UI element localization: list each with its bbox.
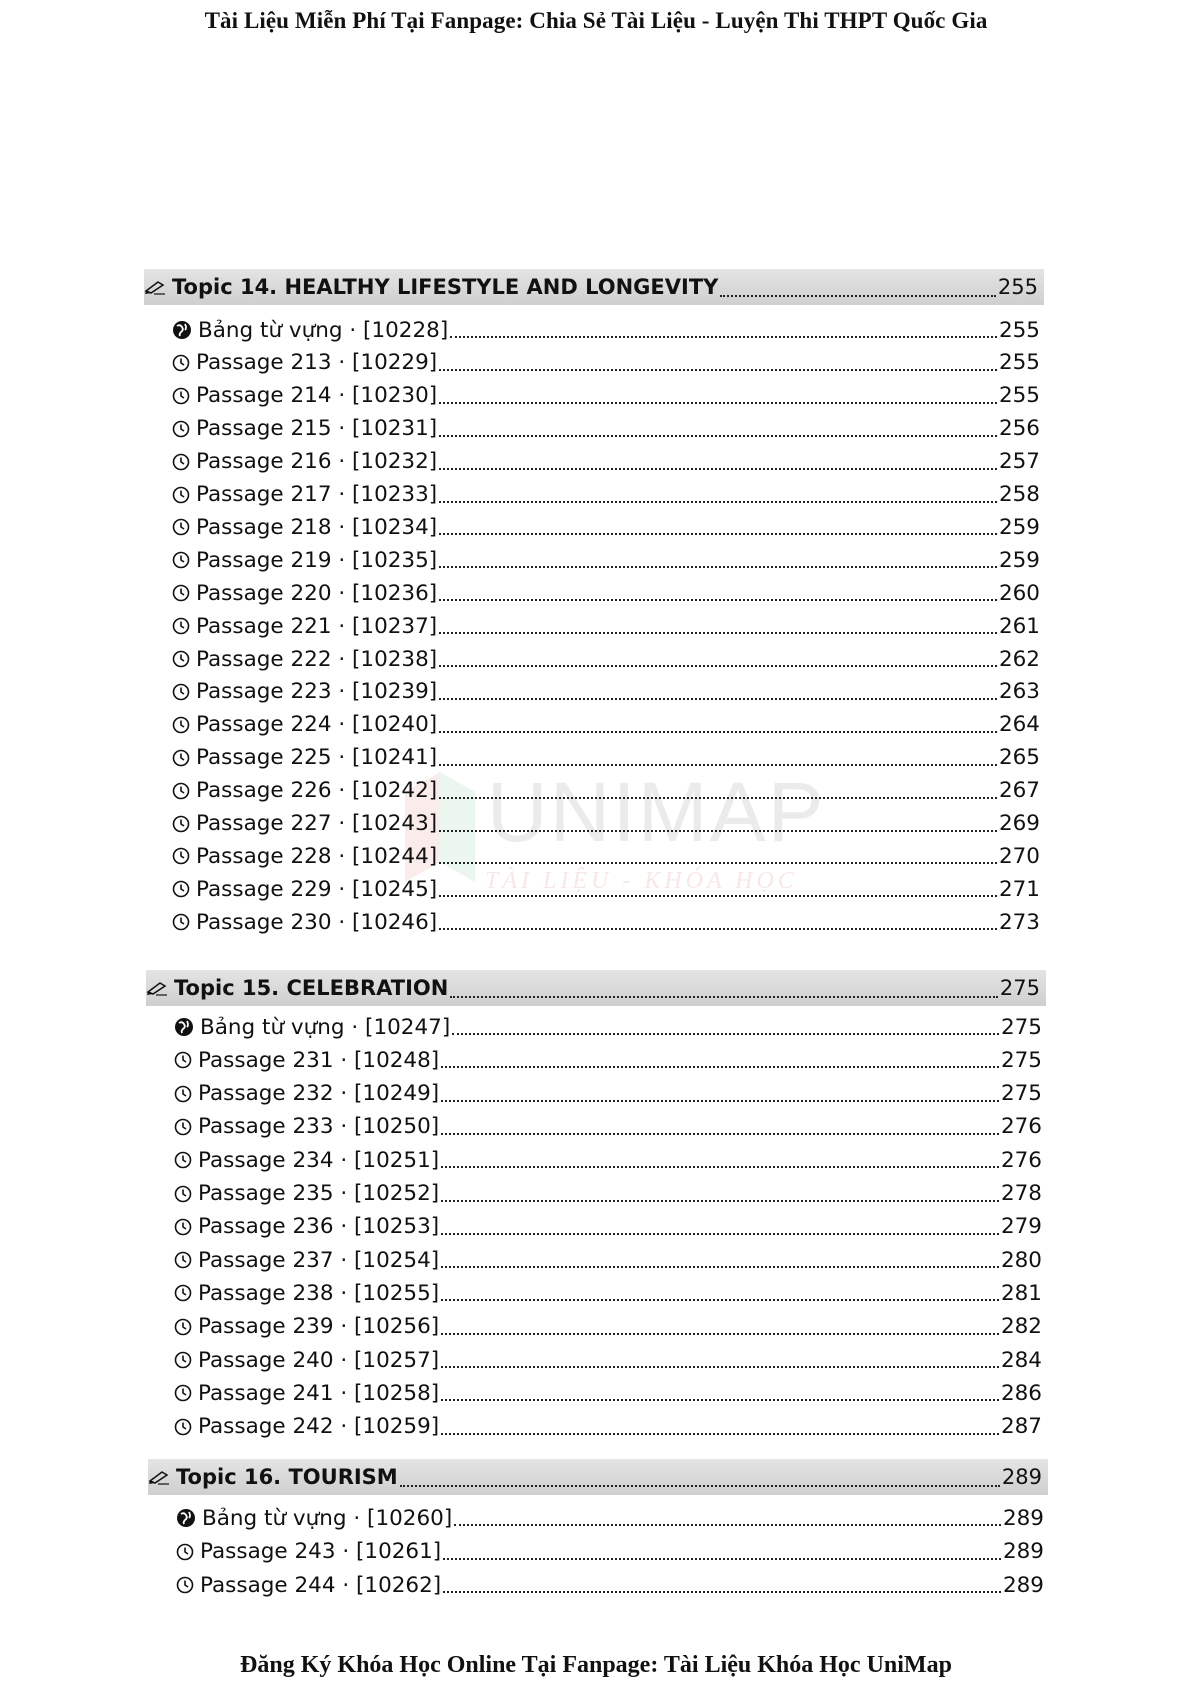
entry-label: Passage 241 · [10258] xyxy=(198,1380,440,1406)
dot-leader xyxy=(441,1200,999,1202)
entry-label: Passage 242 · [10259] xyxy=(198,1414,440,1440)
toc-entry[interactable] xyxy=(172,479,1040,511)
entry-label: Passage 229 · [10245] xyxy=(196,876,438,902)
dot-leader xyxy=(441,1333,999,1335)
page-number: 271 xyxy=(998,876,1040,902)
dot-leader xyxy=(441,1166,999,1168)
page-number: 262 xyxy=(998,646,1040,672)
toc-entry[interactable] xyxy=(174,1211,1042,1243)
entry-label: Passage 228 · [10244] xyxy=(196,843,438,869)
page-number: 273 xyxy=(998,909,1040,935)
clock-icon xyxy=(174,1318,192,1336)
entry-label: Passage 224 · [10240] xyxy=(196,712,438,738)
dot-leader xyxy=(439,895,997,897)
toc-entry[interactable] xyxy=(172,775,1040,807)
topic-title: Topic 14. HEALTHY LIFESTYLE AND LONGEVITY xyxy=(172,275,719,299)
clock-icon xyxy=(172,551,190,569)
dot-leader xyxy=(439,698,997,700)
clock-icon xyxy=(172,782,190,800)
dot-leader xyxy=(439,665,997,667)
page-number: 281 xyxy=(1000,1280,1042,1306)
page-number: 276 xyxy=(1000,1114,1042,1140)
entry-label: Passage 222 · [10238] xyxy=(196,646,438,672)
pencil-icon xyxy=(148,1469,170,1485)
globe-icon xyxy=(172,320,192,340)
clock-icon xyxy=(172,749,190,767)
toc-entry[interactable] xyxy=(172,380,1040,412)
page-number: 270 xyxy=(998,843,1040,869)
toc-entry[interactable] xyxy=(174,1144,1042,1176)
entry-label: Bảng từ vựng · [10228] xyxy=(198,317,449,343)
entry-label: Passage 231 · [10248] xyxy=(198,1047,440,1073)
toc-entry[interactable] xyxy=(172,577,1040,609)
page-number: 267 xyxy=(998,778,1040,804)
page-number: 255 xyxy=(998,383,1040,409)
toc-entry[interactable] xyxy=(174,1411,1042,1443)
clock-icon xyxy=(172,387,190,405)
page-number: 259 xyxy=(998,547,1040,573)
clock-icon xyxy=(174,1085,192,1103)
entry-label: Passage 215 · [10231] xyxy=(196,416,438,442)
page-footer: Đăng Ký Khóa Học Online Tại Fanpage: Tài Liệu Khóa Học UniMap xyxy=(240,1652,952,1678)
page-number: 261 xyxy=(998,613,1040,639)
page-number: 287 xyxy=(1000,1414,1042,1440)
dot-leader xyxy=(439,533,997,535)
entry-label: Passage 217 · [10233] xyxy=(196,482,438,507)
entry-label: Passage 219 · [10235] xyxy=(196,547,438,573)
toc-entry[interactable] xyxy=(172,643,1040,675)
dot-leader xyxy=(450,336,997,338)
page-number: 289 xyxy=(1002,1539,1044,1564)
dot-leader xyxy=(439,369,997,371)
toc-entry[interactable] xyxy=(172,709,1040,741)
clock-icon xyxy=(172,716,190,734)
clock-icon xyxy=(174,1051,192,1069)
page-number: 275 xyxy=(1000,1047,1042,1073)
entry-label: Passage 233 · [10250] xyxy=(198,1114,440,1140)
dot-leader xyxy=(439,764,997,766)
toc-entry[interactable] xyxy=(172,610,1040,642)
dot-leader xyxy=(439,566,997,568)
dot-leader xyxy=(439,731,997,733)
entry-label: Passage 237 · [10254] xyxy=(198,1247,440,1273)
page-number: 279 xyxy=(1000,1214,1042,1240)
page-number: 275 xyxy=(999,976,1040,1000)
dot-leader xyxy=(441,1433,999,1435)
toc-entry[interactable] xyxy=(172,544,1040,576)
toc-entry[interactable] xyxy=(172,446,1040,478)
clock-icon xyxy=(172,683,190,701)
entry-label: Passage 221 · [10237] xyxy=(196,613,438,639)
toc-entry[interactable] xyxy=(174,1078,1042,1110)
entry-label: Passage 230 · [10246] xyxy=(196,909,438,935)
page-number: 265 xyxy=(998,745,1040,771)
page-number: 263 xyxy=(998,679,1040,705)
page-header: Tài Liệu Miễn Phí Tại Fanpage: Chia Sẻ Tài Liệu - Luyện Thi THPT Quốc Gia xyxy=(204,8,988,33)
page-number: 289 xyxy=(1001,1465,1042,1489)
dot-leader xyxy=(439,632,997,634)
toc-entry[interactable] xyxy=(172,808,1040,840)
page-number: 280 xyxy=(1000,1247,1042,1273)
topic-heading[interactable] xyxy=(146,970,1046,1006)
clock-icon xyxy=(172,617,190,635)
toc-entry[interactable] xyxy=(174,1044,1042,1076)
topic-title: Topic 15. CELEBRATION xyxy=(174,976,449,1000)
clock-icon xyxy=(172,584,190,602)
watermark-subtitle: TÀI LIỆU - KHÓA HỌC xyxy=(485,868,798,894)
dot-leader xyxy=(441,1399,999,1401)
pencil-icon xyxy=(146,980,168,996)
entry-label: Passage 234 · [10251] xyxy=(198,1147,440,1173)
entry-label: Passage 243 · [10261] xyxy=(200,1539,442,1564)
entry-label: Passage 223 · [10239] xyxy=(196,679,438,705)
entry-label: Passage 214 · [10230] xyxy=(196,383,438,409)
page-number: 275 xyxy=(1000,1014,1042,1040)
dot-leader xyxy=(443,1591,1001,1593)
page-number: 269 xyxy=(998,811,1040,836)
dot-leader xyxy=(441,1066,999,1068)
page-number: 255 xyxy=(998,317,1040,343)
entry-label: Passage 232 · [10249] xyxy=(198,1081,440,1107)
toc-entry[interactable] xyxy=(172,347,1040,379)
clock-icon xyxy=(172,847,190,865)
toc-entry[interactable] xyxy=(176,1569,1044,1601)
clock-icon xyxy=(174,1118,192,1136)
dot-leader xyxy=(439,435,997,437)
toc-entry[interactable] xyxy=(176,1536,1044,1568)
dot-leader xyxy=(452,1033,999,1035)
toc-entry[interactable] xyxy=(176,1502,1044,1534)
dot-leader xyxy=(441,1266,999,1268)
toc-entry[interactable] xyxy=(174,1178,1042,1210)
page-number: 286 xyxy=(1000,1380,1042,1406)
dot-leader xyxy=(439,468,997,470)
page-number: 289 xyxy=(1002,1505,1044,1531)
dot-leader xyxy=(443,1558,1001,1560)
entry-label: Passage 227 · [10243] xyxy=(196,811,438,836)
entry-label: Passage 216 · [10232] xyxy=(196,449,438,475)
clock-icon xyxy=(174,1284,192,1302)
dot-leader xyxy=(439,402,997,404)
toc-entry[interactable] xyxy=(172,906,1040,938)
page-number: 256 xyxy=(998,416,1040,442)
page-number: 255 xyxy=(998,350,1040,376)
entry-label: Passage 218 · [10234] xyxy=(196,514,438,540)
clock-icon xyxy=(174,1218,192,1236)
toc-entry[interactable] xyxy=(172,742,1040,774)
clock-icon xyxy=(174,1185,192,1203)
clock-icon xyxy=(172,650,190,668)
toc-entry[interactable] xyxy=(174,1311,1042,1343)
clock-icon xyxy=(172,486,190,504)
globe-icon xyxy=(174,1017,194,1037)
dot-leader xyxy=(441,1100,999,1102)
entry-label: Passage 236 · [10253] xyxy=(198,1214,440,1240)
toc-entry[interactable] xyxy=(174,1244,1042,1276)
clock-icon xyxy=(174,1384,192,1402)
toc-entry[interactable] xyxy=(174,1277,1042,1309)
entry-label: Passage 244 · [10262] xyxy=(200,1572,442,1598)
page-number: 289 xyxy=(1002,1572,1044,1598)
dot-leader xyxy=(439,928,997,930)
topic-heading[interactable] xyxy=(144,269,1044,305)
dot-leader xyxy=(454,1524,1001,1526)
entry-label: Passage 239 · [10256] xyxy=(198,1314,440,1340)
entry-label: Passage 220 · [10236] xyxy=(196,580,438,606)
dot-leader xyxy=(439,599,997,601)
entry-label: Passage 240 · [10257] xyxy=(198,1347,440,1373)
topic-title: Topic 16. TOURISM xyxy=(176,1465,398,1489)
page-number: 259 xyxy=(998,514,1040,540)
dot-leader xyxy=(439,797,997,799)
clock-icon xyxy=(176,1576,194,1594)
dot-leader xyxy=(441,1133,999,1135)
dot-leader xyxy=(450,996,998,998)
dot-leader xyxy=(441,1366,999,1368)
entry-label: Passage 213 · [10229] xyxy=(196,350,438,376)
topic-heading[interactable] xyxy=(148,1459,1048,1495)
page-number: 264 xyxy=(998,712,1040,738)
dot-leader xyxy=(439,862,997,864)
toc-entry[interactable] xyxy=(172,840,1040,872)
clock-icon xyxy=(172,815,190,833)
entry-label: Passage 238 · [10255] xyxy=(198,1280,440,1306)
clock-icon xyxy=(174,1251,192,1269)
page-number: 255 xyxy=(997,275,1038,299)
page-number: 257 xyxy=(998,449,1040,475)
entry-label: Passage 225 · [10241] xyxy=(196,745,438,771)
clock-icon xyxy=(176,1543,194,1561)
page-number: 284 xyxy=(1000,1347,1042,1373)
globe-icon xyxy=(176,1508,196,1528)
page-number: 276 xyxy=(1000,1147,1042,1173)
dot-leader xyxy=(439,830,997,832)
clock-icon xyxy=(174,1351,192,1369)
pencil-icon xyxy=(144,279,166,295)
clock-icon xyxy=(172,354,190,372)
page-number: 275 xyxy=(1000,1081,1042,1107)
toc-entry[interactable] xyxy=(174,1111,1042,1143)
dot-leader xyxy=(441,1233,999,1235)
clock-icon xyxy=(172,453,190,471)
toc-entry[interactable] xyxy=(174,1344,1042,1376)
page-number: 278 xyxy=(1000,1181,1042,1206)
dot-leader xyxy=(441,1299,999,1301)
clock-icon xyxy=(172,880,190,898)
toc-entry[interactable] xyxy=(172,413,1040,445)
clock-icon xyxy=(172,913,190,931)
entry-label: Bảng từ vựng · [10260] xyxy=(202,1505,453,1531)
clock-icon xyxy=(174,1418,192,1436)
page-number: 258 xyxy=(998,482,1040,507)
entry-label: Bảng từ vựng · [10247] xyxy=(200,1014,451,1040)
entry-label: Passage 235 · [10252] xyxy=(198,1181,440,1206)
toc-entry[interactable] xyxy=(172,314,1040,346)
toc-entry[interactable] xyxy=(172,676,1040,708)
toc-entry[interactable] xyxy=(172,873,1040,905)
page-number: 282 xyxy=(1000,1314,1042,1340)
page-number: 260 xyxy=(998,580,1040,606)
dot-leader xyxy=(400,1485,1000,1487)
clock-icon xyxy=(172,420,190,438)
clock-icon xyxy=(174,1151,192,1169)
toc-entry[interactable] xyxy=(174,1377,1042,1409)
dot-leader xyxy=(439,501,997,503)
toc-entry[interactable] xyxy=(174,1011,1042,1043)
watermark-brand: UNIMAP xyxy=(487,765,826,859)
toc-entry[interactable] xyxy=(172,511,1040,543)
dot-leader xyxy=(720,295,996,297)
clock-icon xyxy=(172,518,190,536)
entry-label: Passage 226 · [10242] xyxy=(196,778,438,804)
